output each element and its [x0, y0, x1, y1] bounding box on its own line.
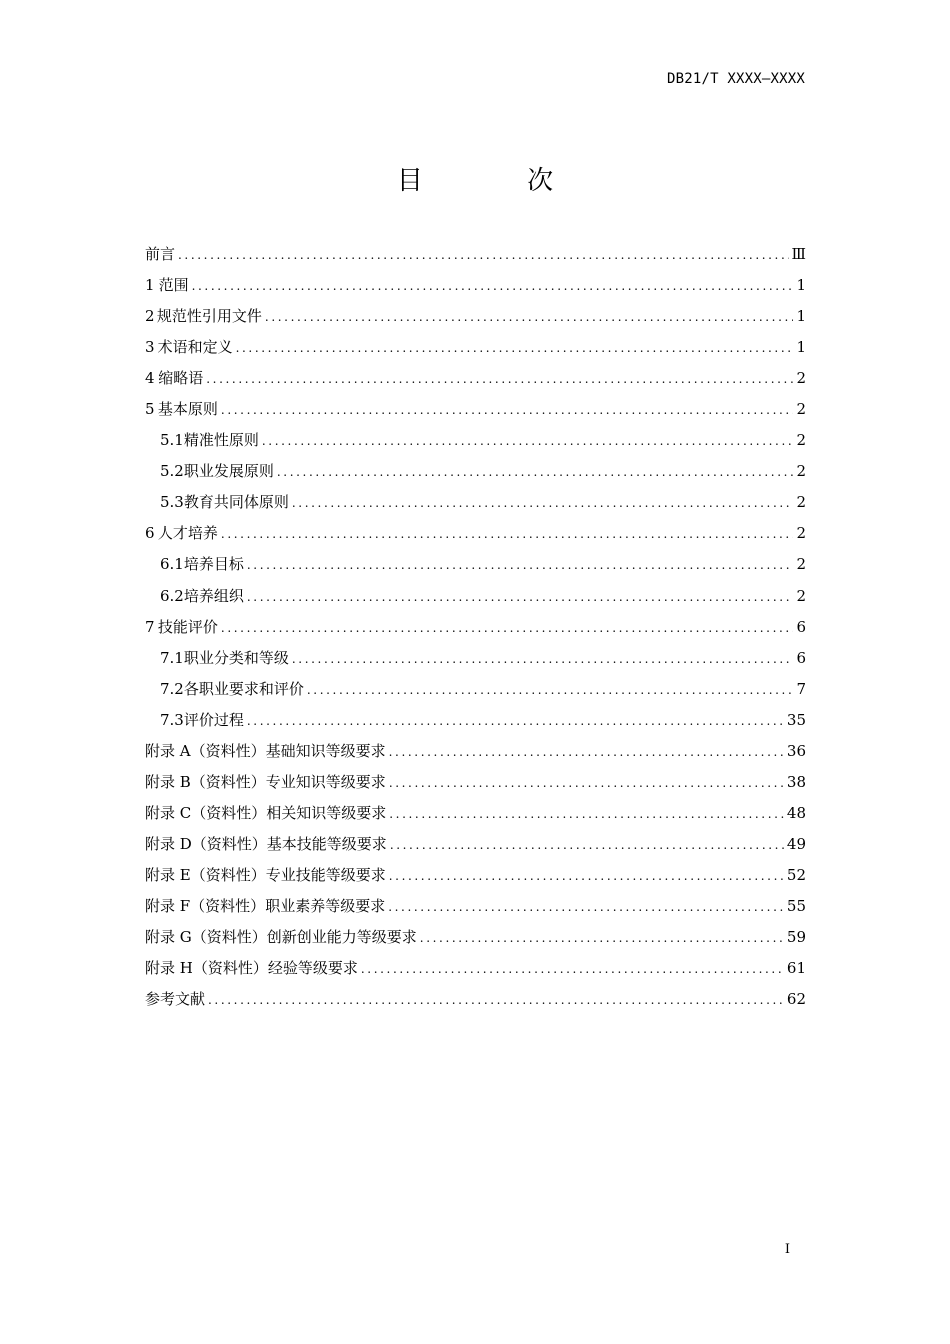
toc-leader-dots: [208, 993, 784, 1007]
toc-entry-number: 7: [145, 617, 155, 636]
toc-entry-number: 5.2: [160, 462, 184, 481]
toc-leader-dots: [389, 745, 784, 759]
toc-appendix-prefix: 附录 E（资料性）: [145, 865, 266, 884]
toc-entry-number: 3: [145, 338, 155, 357]
toc-leader-dots: [389, 776, 784, 790]
toc-entry-number: 4: [145, 369, 155, 388]
toc-entry-number: 1: [145, 276, 155, 295]
toc-entry-appendix-g[interactable]: [145, 926, 806, 957]
toc-entry-label: 培养组织: [183, 586, 244, 605]
toc-entry-label: 专业知识等级要求: [265, 772, 386, 791]
toc-entry-appendix-a[interactable]: [145, 740, 806, 771]
toc-page-number: 38: [786, 772, 806, 791]
toc-appendix-prefix: 附录 G（资料性）: [145, 928, 267, 947]
toc-page-number: 6: [796, 648, 806, 667]
toc-entry-label: 教育共同体原则: [183, 493, 289, 512]
toc-leader-dots: [192, 279, 794, 293]
toc-entry-7[interactable]: [145, 616, 806, 647]
toc-entry-number: 6: [145, 524, 155, 543]
toc-entry-3[interactable]: [145, 336, 806, 367]
toc-entry-label: 基本技能等级要求: [266, 834, 387, 853]
toc-entry-1[interactable]: [145, 274, 806, 305]
toc-page-number: 2: [796, 369, 806, 388]
toc-leader-dots: [361, 962, 784, 976]
toc-page-number: 36: [786, 741, 806, 760]
toc-leader-dots: [178, 248, 789, 262]
toc-entry-5-2[interactable]: [145, 460, 806, 491]
toc-entry-6[interactable]: [145, 522, 806, 553]
toc-leader-dots: [307, 683, 794, 697]
toc-entry-references[interactable]: [145, 988, 806, 1019]
toc-appendix-prefix: 附录 C（资料性）: [145, 803, 267, 822]
toc-entry-number: 2: [145, 307, 155, 326]
toc-leader-dots: [389, 807, 784, 821]
toc-entry-label: 培养目标: [183, 555, 244, 574]
toc-entry-label: 评价过程: [183, 710, 244, 729]
toc-entry-label: 职业素养等级要求: [265, 896, 386, 915]
toc-leader-dots: [221, 621, 794, 635]
toc-leader-dots: [420, 931, 784, 945]
toc-page-number: 59: [786, 928, 806, 947]
toc-entry-label: 创新创业能力等级要求: [266, 928, 417, 947]
toc-entry-label: 基础知识等级要求: [265, 741, 386, 760]
toc-entry-number: 5: [145, 400, 155, 419]
toc-page-number: 1: [796, 338, 806, 357]
toc-page-number: 7: [796, 679, 806, 698]
toc-appendix-prefix: 附录 B（资料性）: [145, 772, 266, 791]
toc-leader-dots: [265, 310, 794, 324]
toc-entry-5-3[interactable]: [145, 491, 806, 522]
toc-page-number: 2: [796, 462, 806, 481]
toc-entry-label: 术语和定义: [157, 338, 233, 357]
toc-page-number: 1: [796, 307, 806, 326]
toc-entry-label: 相关知识等级要求: [266, 803, 387, 822]
toc-page-number: 62: [786, 990, 806, 1009]
toc-entry-label: 精准性原则: [183, 431, 259, 450]
toc-entry-5[interactable]: [145, 398, 806, 429]
toc-appendix-prefix: 附录 F（资料性）: [145, 896, 266, 915]
toc-entry-label: 人才培养: [157, 524, 218, 543]
toc-page-number: 2: [796, 493, 806, 512]
toc-leader-dots: [388, 900, 784, 914]
toc-leader-dots: [277, 465, 794, 479]
toc-entry-appendix-b[interactable]: [145, 771, 806, 802]
toc-appendix-prefix: 附录 A（资料性）: [145, 741, 266, 760]
toc-leader-dots: [247, 590, 794, 604]
toc-entry-6-1[interactable]: [145, 553, 806, 584]
toc-page-number: 2: [796, 555, 806, 574]
toc-leader-dots: [292, 652, 794, 666]
toc-page-number: 6: [796, 617, 806, 636]
toc-entry-appendix-f[interactable]: [145, 895, 806, 926]
page-title: 目 次: [396, 166, 602, 196]
toc-page-number: 2: [796, 400, 806, 419]
toc-page-number: Ⅲ: [791, 245, 806, 263]
toc-entry-2[interactable]: [145, 305, 806, 336]
toc-page-number: 52: [786, 865, 806, 884]
toc-entry-preface[interactable]: [145, 243, 806, 274]
toc-page-number: 2: [796, 431, 806, 450]
toc-appendix-prefix: 附录 H（资料性）: [145, 959, 268, 978]
toc-entry-7-1[interactable]: [145, 647, 806, 678]
toc-entry-7-2[interactable]: [145, 678, 806, 709]
toc-entry-number: 5.3: [160, 493, 184, 512]
toc-leader-dots: [247, 714, 784, 728]
toc-leader-dots: [247, 558, 794, 572]
toc-entry-label: 规范性引用文件: [156, 307, 262, 326]
toc-entry-label: 前言: [145, 245, 176, 263]
toc-page-number: 61: [786, 959, 806, 978]
toc-entry-appendix-e[interactable]: [145, 864, 806, 895]
toc-page-number: 2: [796, 524, 806, 543]
footer-page-number: I: [784, 1242, 790, 1257]
toc-leader-dots: [206, 372, 793, 386]
toc-page-number: 2: [796, 586, 806, 605]
toc-leader-dots: [389, 869, 784, 883]
toc-entry-appendix-d[interactable]: [145, 833, 806, 864]
toc-entry-6-2[interactable]: [145, 585, 806, 616]
toc-page-number: 49: [786, 834, 806, 853]
toc-entry-number: 6.2: [160, 586, 184, 605]
table-of-contents: [145, 243, 806, 1019]
toc-leader-dots: [221, 403, 794, 417]
toc-entry-number: 7.2: [160, 679, 184, 698]
toc-entry-label: 参考文献: [145, 990, 206, 1009]
toc-entry-label: 基本原则: [157, 400, 218, 419]
toc-entry-label: 技能评价: [157, 617, 218, 636]
toc-entry-label: 范围: [158, 276, 189, 295]
toc-entry-label: 缩略语: [158, 369, 204, 388]
toc-appendix-prefix: 附录 D（资料性）: [145, 834, 267, 853]
toc-entry-label: 职业发展原则: [183, 462, 274, 481]
toc-entry-appendix-h[interactable]: [145, 957, 806, 988]
toc-entry-label: 职业分类和等级: [183, 648, 289, 667]
toc-entry-number: 5.1: [160, 431, 184, 450]
toc-leader-dots: [262, 434, 794, 448]
toc-entry-5-1[interactable]: [145, 429, 806, 460]
toc-page-number: 35: [786, 710, 806, 729]
toc-leader-dots: [221, 527, 794, 541]
toc-entry-label: 各职业要求和评价: [183, 679, 304, 698]
toc-entry-label: 专业技能等级要求: [265, 865, 386, 884]
toc-entry-number: 7.1: [160, 648, 184, 667]
document-code: DB21/T XXXX—XXXX: [666, 71, 805, 87]
toc-entry-4[interactable]: [145, 367, 806, 398]
toc-page-number: 55: [786, 896, 806, 915]
toc-entry-number: 6.1: [160, 555, 184, 574]
toc-page-number: 48: [786, 803, 806, 822]
toc-leader-dots: [390, 838, 784, 852]
toc-entry-label: 经验等级要求: [267, 959, 358, 978]
toc-entry-number: 7.3: [160, 710, 184, 729]
toc-leader-dots: [292, 496, 794, 510]
toc-leader-dots: [236, 341, 794, 355]
toc-entry-appendix-c[interactable]: [145, 802, 806, 833]
toc-entry-7-3[interactable]: [145, 709, 806, 740]
toc-page-number: 1: [796, 276, 806, 295]
